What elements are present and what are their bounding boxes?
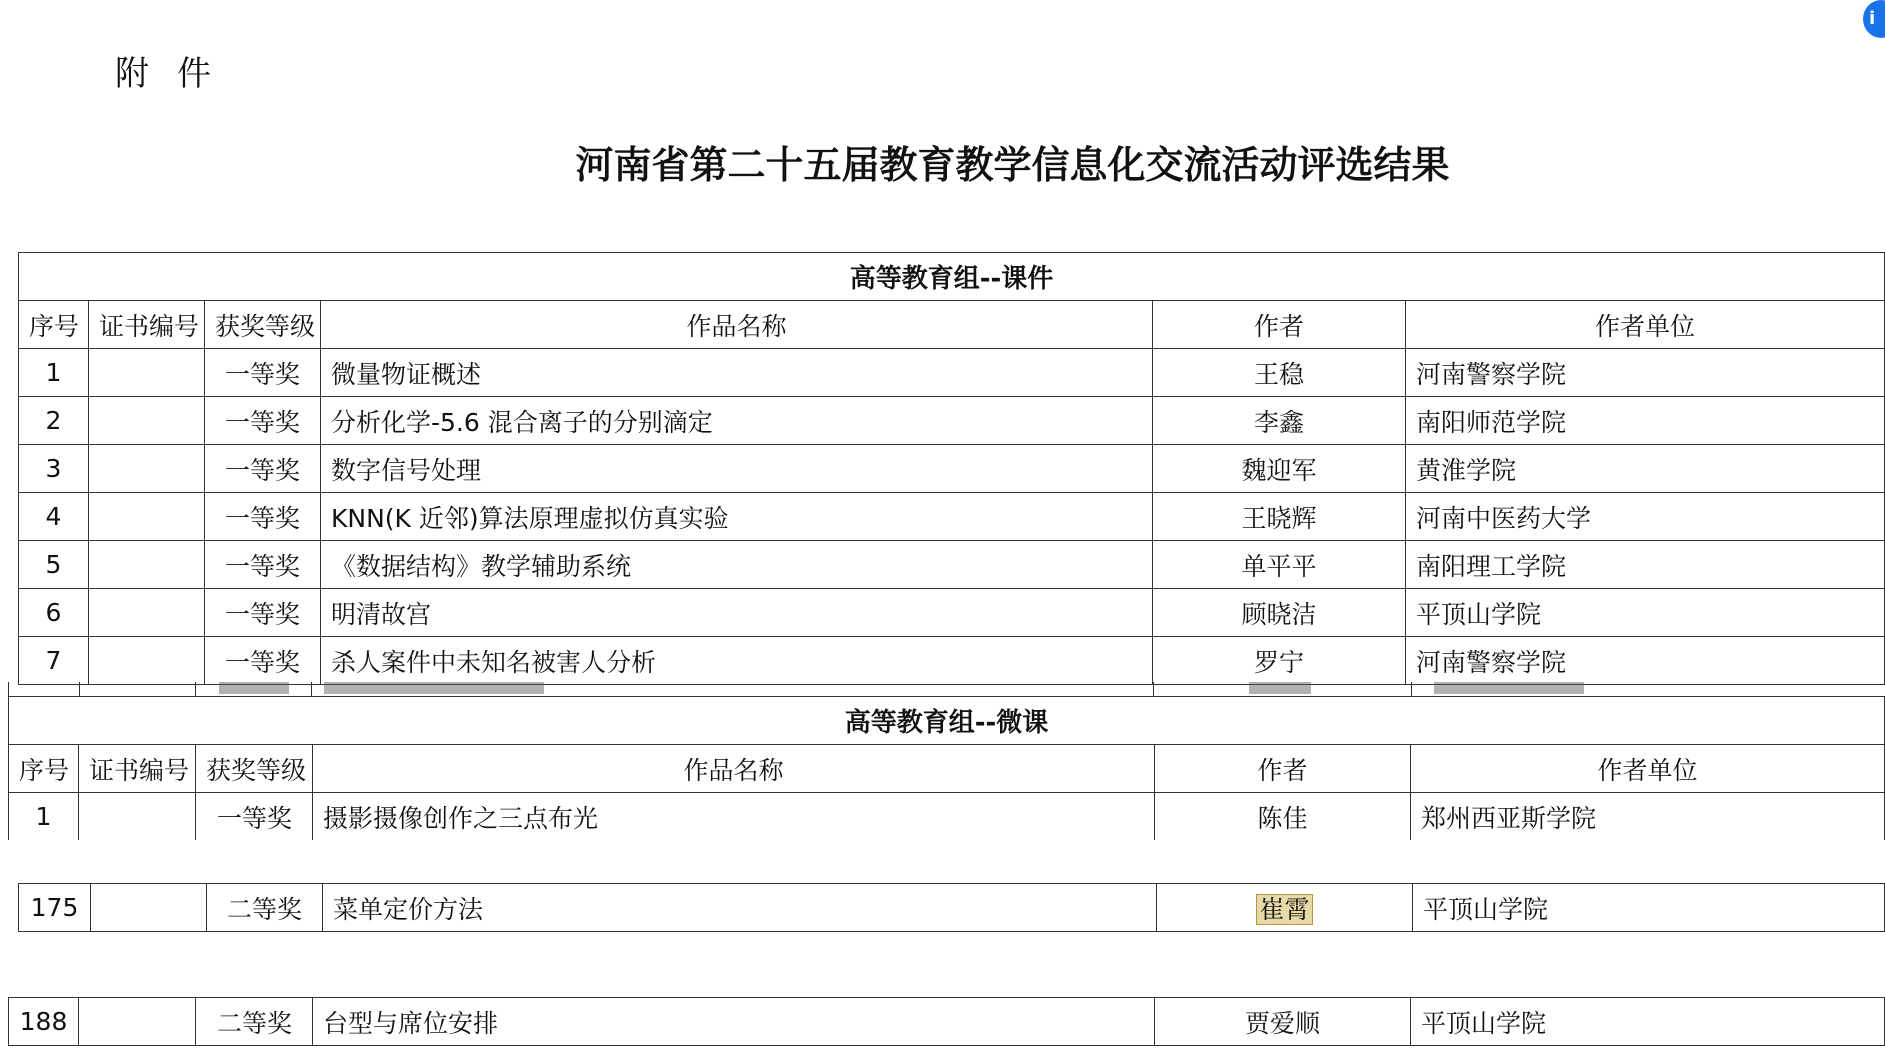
col-header-unit: 作者单位 (1411, 745, 1885, 793)
table-row (19, 493, 1885, 541)
col-header-cert: 证书编号 (79, 745, 196, 793)
microlecture-table (8, 696, 1885, 840)
row-title: 《数据结构》教学辅助系统 (321, 541, 1153, 589)
row-cert (89, 493, 205, 541)
col-header-no: 序号 (9, 745, 79, 793)
row-author: 王晓辉 (1153, 493, 1406, 541)
row-award: 一等奖 (205, 445, 321, 493)
row-award: 一等奖 (205, 637, 321, 685)
row-cert (89, 541, 205, 589)
fragment-table (18, 883, 1885, 932)
row-cert (89, 589, 205, 637)
row-no: 3 (19, 445, 89, 493)
courseware-table (18, 252, 1885, 685)
col-header-no: 序号 (19, 301, 89, 349)
row-unit: 南阳师范学院 (1406, 397, 1885, 445)
row-author: 顾晓洁 (1153, 589, 1406, 637)
row-author: 王稳 (1153, 349, 1406, 397)
row-no: 188 (9, 998, 79, 1046)
table-row (9, 998, 1885, 1046)
table-row (19, 541, 1885, 589)
table-row (19, 445, 1885, 493)
fragment-table (8, 997, 1885, 1046)
row-no: 1 (9, 793, 79, 841)
row-author: 罗宁 (1153, 637, 1406, 685)
row-unit: 平顶山学院 (1413, 884, 1885, 932)
col-header-cert: 证书编号 (89, 301, 205, 349)
table-row (19, 589, 1885, 637)
table-row (19, 884, 1885, 932)
row-author: 李鑫 (1153, 397, 1406, 445)
row-cert (91, 884, 207, 932)
row-cert (89, 397, 205, 445)
row-title: 菜单定价方法 (323, 884, 1157, 932)
courseware-table-block (18, 252, 1885, 685)
row-award: 二等奖 (196, 998, 313, 1046)
row-unit: 郑州西亚斯学院 (1411, 793, 1885, 841)
row-no: 7 (19, 637, 89, 685)
fragment-row-188 (8, 997, 1885, 1046)
row-author: 魏迎军 (1153, 445, 1406, 493)
row-cert (79, 998, 196, 1046)
row-no: 5 (19, 541, 89, 589)
row-unit: 黄淮学院 (1406, 445, 1885, 493)
row-author-cell (1157, 884, 1413, 932)
row-author: 单平平 (1153, 541, 1406, 589)
row-no: 1 (19, 349, 89, 397)
table-header-row (19, 301, 1885, 349)
row-title: 微量物证概述 (321, 349, 1153, 397)
col-header-title: 作品名称 (321, 301, 1153, 349)
row-author: 贾爱顺 (1155, 998, 1411, 1046)
row-title: 摄影摄像创作之三点布光 (313, 793, 1155, 841)
table-row (19, 637, 1885, 685)
section-heading: 高等教育组--微课 (9, 697, 1885, 745)
row-cert (89, 637, 205, 685)
col-header-title: 作品名称 (313, 745, 1155, 793)
microlecture-table-block (8, 696, 1885, 840)
row-award: 一等奖 (205, 541, 321, 589)
row-unit: 南阳理工学院 (1406, 541, 1885, 589)
attachment-label: 附件 (115, 54, 239, 94)
table-row (19, 397, 1885, 445)
row-author: 陈佳 (1155, 793, 1411, 841)
row-cert (89, 445, 205, 493)
row-unit: 河南中医药大学 (1406, 493, 1885, 541)
row-cert (89, 349, 205, 397)
section-heading: 高等教育组--课件 (19, 253, 1885, 301)
row-no: 2 (19, 397, 89, 445)
row-no: 6 (19, 589, 89, 637)
col-header-author: 作者 (1153, 301, 1406, 349)
row-title: 明清故宫 (321, 589, 1153, 637)
row-title: 数字信号处理 (321, 445, 1153, 493)
table-row (19, 349, 1885, 397)
col-header-award: 获奖等级 (205, 301, 321, 349)
row-unit: 河南警察学院 (1406, 637, 1885, 685)
fragment-row-175 (18, 883, 1885, 932)
row-award: 一等奖 (205, 589, 321, 637)
row-award: 一等奖 (196, 793, 313, 841)
row-title: KNN(K 近邻)算法原理虚拟仿真实验 (321, 493, 1153, 541)
table-header-row (9, 745, 1885, 793)
row-no: 4 (19, 493, 89, 541)
row-title: 杀人案件中未知名被害人分析 (321, 637, 1153, 685)
info-badge-icon[interactable]: i (1863, 0, 1885, 38)
col-header-unit: 作者单位 (1406, 301, 1885, 349)
col-header-author: 作者 (1155, 745, 1411, 793)
row-title: 分析化学-5.6 混合离子的分别滴定 (321, 397, 1153, 445)
col-header-award: 获奖等级 (196, 745, 313, 793)
row-unit: 平顶山学院 (1411, 998, 1885, 1046)
table-row (9, 793, 1885, 841)
row-cert (79, 793, 196, 841)
row-award: 一等奖 (205, 349, 321, 397)
row-unit: 河南警察学院 (1406, 349, 1885, 397)
row-award: 二等奖 (207, 884, 323, 932)
row-unit: 平顶山学院 (1406, 589, 1885, 637)
row-title: 台型与席位安排 (313, 998, 1155, 1046)
highlighted-author: 崔霄 (1256, 894, 1312, 925)
document-title: 河南省第二十五届教育教学信息化交流活动评选结果 (575, 143, 1450, 187)
row-award: 一等奖 (205, 493, 321, 541)
row-no: 175 (19, 884, 91, 932)
clipped-row-strip (8, 682, 1885, 696)
row-award: 一等奖 (205, 397, 321, 445)
